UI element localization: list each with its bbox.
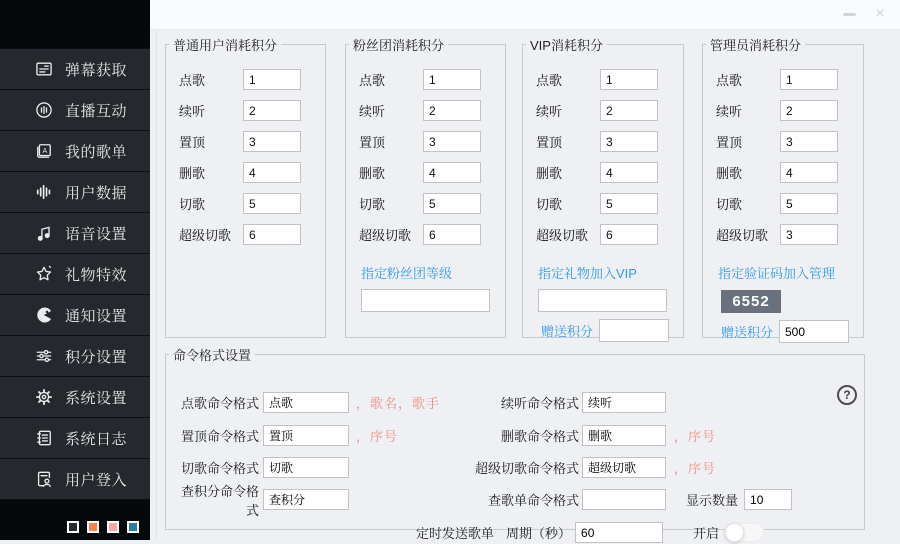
gift-effects-icon xyxy=(33,264,54,285)
sidebar-item-points-settings[interactable] xyxy=(0,336,150,377)
super-skip-format-input[interactable] xyxy=(582,457,666,478)
sidebar-item-my-playlist[interactable] xyxy=(0,131,150,172)
panel-row xyxy=(346,126,505,157)
panel-row-input[interactable] xyxy=(780,100,838,121)
close-button[interactable]: × xyxy=(875,5,885,22)
panel-row-label: 切歌 xyxy=(716,197,743,212)
panel-row-label: 点歌 xyxy=(536,73,563,88)
panel-row-input[interactable] xyxy=(423,69,481,90)
panel-row-label: 置顶 xyxy=(536,135,563,150)
panel-row-label: 续听 xyxy=(359,104,386,119)
panel-row xyxy=(346,95,505,126)
continue-format-label: 续听命令格式 xyxy=(500,396,579,411)
panel-row xyxy=(523,126,683,157)
admin-verify-code-link[interactable]: 指定验证码加入管理 xyxy=(718,266,836,281)
admin-bonus-row xyxy=(721,320,863,343)
sidebar-item-system-log[interactable] xyxy=(0,418,150,459)
panel-row xyxy=(166,188,325,219)
gear-icon xyxy=(33,387,54,408)
panel-row xyxy=(523,157,683,188)
admin-points-panel xyxy=(702,35,864,338)
panel-row xyxy=(523,64,683,95)
vip-gift-input[interactable] xyxy=(538,289,667,312)
panel-row xyxy=(703,219,863,250)
panel-rows xyxy=(703,64,863,250)
sidebar-item-label: 系统设置 xyxy=(65,389,128,407)
panel-row-label: 超级切歌 xyxy=(179,228,232,243)
theme-swatch-teal[interactable] xyxy=(127,521,139,533)
panel-row xyxy=(346,188,505,219)
main-area xyxy=(150,0,900,540)
danmaku-icon xyxy=(33,59,54,80)
sidebar-item-notification-settings[interactable] xyxy=(0,295,150,336)
sidebar-item-user-data[interactable] xyxy=(0,172,150,213)
skip-format-label: 切歌命令格式 xyxy=(180,461,259,476)
panel-row-input[interactable] xyxy=(423,100,481,121)
theme-swatches xyxy=(67,521,139,533)
panel-row-label: 点歌 xyxy=(359,73,386,88)
check-points-format-input[interactable] xyxy=(263,489,349,510)
panel-row-input[interactable] xyxy=(243,100,301,121)
sidebar-item-voice-settings[interactable] xyxy=(0,213,150,254)
scheduled-send-label: 定时发送歌单 xyxy=(415,526,494,541)
notification-settings-icon xyxy=(33,305,54,326)
sidebar-item-danmaku[interactable] xyxy=(0,49,150,90)
command-format-panel xyxy=(165,345,865,541)
pin-format-hint: ，序号 xyxy=(356,429,399,444)
panel-row xyxy=(523,95,683,126)
panel-row xyxy=(703,64,863,95)
delete-format-label: 删歌命令格式 xyxy=(500,429,579,444)
titlebar xyxy=(150,0,900,30)
panel-rows xyxy=(166,64,325,250)
sidebar-item-label: 用户数据 xyxy=(65,184,128,202)
vip-points-panel xyxy=(522,35,684,338)
panel-row-label: 续听 xyxy=(716,104,743,119)
sidebar-item-label: 用户登入 xyxy=(65,471,128,489)
panel-row-input[interactable] xyxy=(600,162,658,183)
panel-row-label: 删歌 xyxy=(536,166,563,181)
panel-row-label: 超级切歌 xyxy=(716,228,769,243)
panel-row-input[interactable] xyxy=(423,131,481,152)
command-row-5 xyxy=(176,521,854,544)
sidebar-item-gift-effects[interactable] xyxy=(0,254,150,295)
sidebar-item-label: 直播互动 xyxy=(65,102,128,120)
command-panel-title: 命令格式设置 xyxy=(173,348,252,363)
panel-row xyxy=(703,126,863,157)
panel-row-input[interactable] xyxy=(243,162,301,183)
live-interaction-icon xyxy=(33,100,54,121)
sidebar-item-label: 系统日志 xyxy=(65,430,128,448)
panel-row xyxy=(166,126,325,157)
panel-row xyxy=(166,64,325,95)
panel-row-input[interactable] xyxy=(243,131,301,152)
song-request-format-label: 点歌命令格式 xyxy=(180,396,259,411)
vip-bonus-label[interactable]: 赠送积分 xyxy=(541,324,594,339)
panel-row-input[interactable] xyxy=(600,224,658,245)
voice-settings-icon xyxy=(33,223,54,244)
minimize-button[interactable] xyxy=(843,13,856,16)
panel-row-input[interactable] xyxy=(600,131,658,152)
panel-row-label: 删歌 xyxy=(179,166,206,181)
display-count-input[interactable] xyxy=(744,489,792,510)
panel-row-input[interactable] xyxy=(600,69,658,90)
check-points-format-label: 查积分命令格式 xyxy=(180,483,259,518)
sidebar-menu xyxy=(0,48,150,500)
fan-club-level-input[interactable] xyxy=(361,289,490,312)
panel-row-input[interactable] xyxy=(600,100,658,121)
panel-row-input[interactable] xyxy=(243,224,301,245)
vip-bonus-row xyxy=(541,319,683,342)
panel-row-label: 置顶 xyxy=(716,135,743,150)
panel-row-label: 续听 xyxy=(179,104,206,119)
command-row-1 xyxy=(176,391,854,414)
panel-row-label: 置顶 xyxy=(179,135,206,150)
panel-row-input[interactable] xyxy=(600,193,658,214)
sidebar-item-label: 弹幕获取 xyxy=(65,61,128,79)
panel-row-input[interactable] xyxy=(780,193,838,214)
sidebar-item-label: 积分设置 xyxy=(65,348,128,366)
fan-club-points-panel xyxy=(345,35,506,338)
panel-row-input[interactable] xyxy=(243,69,301,90)
window-edge-line xyxy=(156,30,157,540)
panel-row xyxy=(703,188,863,219)
song-request-format-input[interactable] xyxy=(263,392,349,413)
panel-row-input[interactable] xyxy=(780,224,838,245)
points-settings-icon xyxy=(33,346,54,367)
command-row-2 xyxy=(176,424,854,447)
panel-row-label: 删歌 xyxy=(359,166,386,181)
panel-rows xyxy=(346,64,505,250)
delete-format-hint: ，序号 xyxy=(674,429,717,444)
sidebar-item-label: 我的歌单 xyxy=(65,143,128,161)
command-row-4 xyxy=(176,483,854,518)
panel-row-label: 切歌 xyxy=(536,197,563,212)
panel-row-label: 续听 xyxy=(536,104,563,119)
sidebar-item-label: 通知设置 xyxy=(65,307,128,325)
user-login-icon xyxy=(33,469,54,490)
panel-title: 管理员消耗积分 xyxy=(710,38,802,53)
panel-title: VIP消耗积分 xyxy=(530,38,603,53)
enable-toggle-label: 开启 xyxy=(693,526,720,541)
skip-format-input[interactable] xyxy=(263,457,349,478)
panel-row-input[interactable] xyxy=(243,193,301,214)
continue-format-input[interactable] xyxy=(582,392,666,413)
admin-bonus-input[interactable] xyxy=(779,320,849,343)
panel-row-input[interactable] xyxy=(423,193,481,214)
system-log-icon xyxy=(33,428,54,449)
panel-row xyxy=(703,157,863,188)
panel-row xyxy=(703,95,863,126)
delete-format-input[interactable] xyxy=(582,425,666,446)
panel-row-label: 超级切歌 xyxy=(359,228,412,243)
panel-row-label: 点歌 xyxy=(716,73,743,88)
enable-toggle[interactable] xyxy=(724,523,764,542)
command-row-3 xyxy=(176,456,854,479)
check-playlist-format-input[interactable] xyxy=(582,489,666,510)
my-playlist-icon xyxy=(33,141,54,162)
sidebar-item-user-login[interactable] xyxy=(0,459,150,500)
period-seconds-label: 周期（秒） xyxy=(506,526,572,541)
panel-row-label: 超级切歌 xyxy=(536,228,589,243)
panel-row xyxy=(166,219,325,250)
check-playlist-format-label: 查歌单命令格式 xyxy=(487,493,579,508)
vip-gift-link[interactable]: 指定礼物加入VIP xyxy=(538,266,637,281)
panel-row-input[interactable] xyxy=(423,224,481,245)
normal-user-points-panel xyxy=(165,35,326,338)
user-data-icon xyxy=(33,182,54,203)
sidebar-item-live-interaction[interactable] xyxy=(0,90,150,131)
sidebar-item-system-settings[interactable] xyxy=(0,377,150,418)
sidebar-item-label: 礼物特效 xyxy=(65,266,128,284)
panel-row-label: 切歌 xyxy=(179,197,206,212)
admin-verify-code-badge: 6552 xyxy=(721,290,781,313)
vip-bonus-input[interactable] xyxy=(599,319,669,342)
pin-format-input[interactable] xyxy=(263,425,349,446)
panel-title: 粉丝团消耗积分 xyxy=(353,38,445,53)
panel-row-label: 切歌 xyxy=(359,197,386,212)
song-request-format-hint: ，歌名，歌手 xyxy=(356,396,441,411)
svg-text:A: A xyxy=(41,147,47,156)
super-skip-format-hint: ，序号 xyxy=(674,461,717,476)
panel-row-input[interactable] xyxy=(780,162,838,183)
enable-toggle-knob xyxy=(725,523,744,542)
display-count-label: 显示数量 xyxy=(686,493,739,508)
panel-row xyxy=(523,188,683,219)
panel-row-input[interactable] xyxy=(423,162,481,183)
panel-rows xyxy=(523,64,683,250)
panel-row xyxy=(346,64,505,95)
panel-row-input[interactable] xyxy=(780,131,838,152)
sidebar xyxy=(0,0,150,540)
panel-row xyxy=(346,219,505,250)
help-icon[interactable]: ? xyxy=(837,385,857,405)
theme-swatch-pink[interactable] xyxy=(107,521,119,533)
fan-club-level-link[interactable]: 指定粉丝团等级 xyxy=(361,266,453,281)
panel-row-label: 点歌 xyxy=(179,73,206,88)
panel-row xyxy=(166,95,325,126)
panel-row-label: 删歌 xyxy=(716,166,743,181)
panel-row xyxy=(523,219,683,250)
panel-row-input[interactable] xyxy=(780,69,838,90)
theme-swatch-dark[interactable] xyxy=(67,521,79,533)
pin-format-label: 置顶命令格式 xyxy=(180,429,259,444)
theme-swatch-orange[interactable] xyxy=(87,521,99,533)
panel-row xyxy=(166,157,325,188)
panel-row-label: 置顶 xyxy=(359,135,386,150)
sidebar-item-label: 语音设置 xyxy=(65,225,128,243)
panel-title: 普通用户消耗积分 xyxy=(173,38,278,53)
admin-bonus-label[interactable]: 赠送积分 xyxy=(721,325,774,340)
super-skip-format-label: 超级切歌命令格式 xyxy=(474,461,579,476)
panel-row xyxy=(346,157,505,188)
